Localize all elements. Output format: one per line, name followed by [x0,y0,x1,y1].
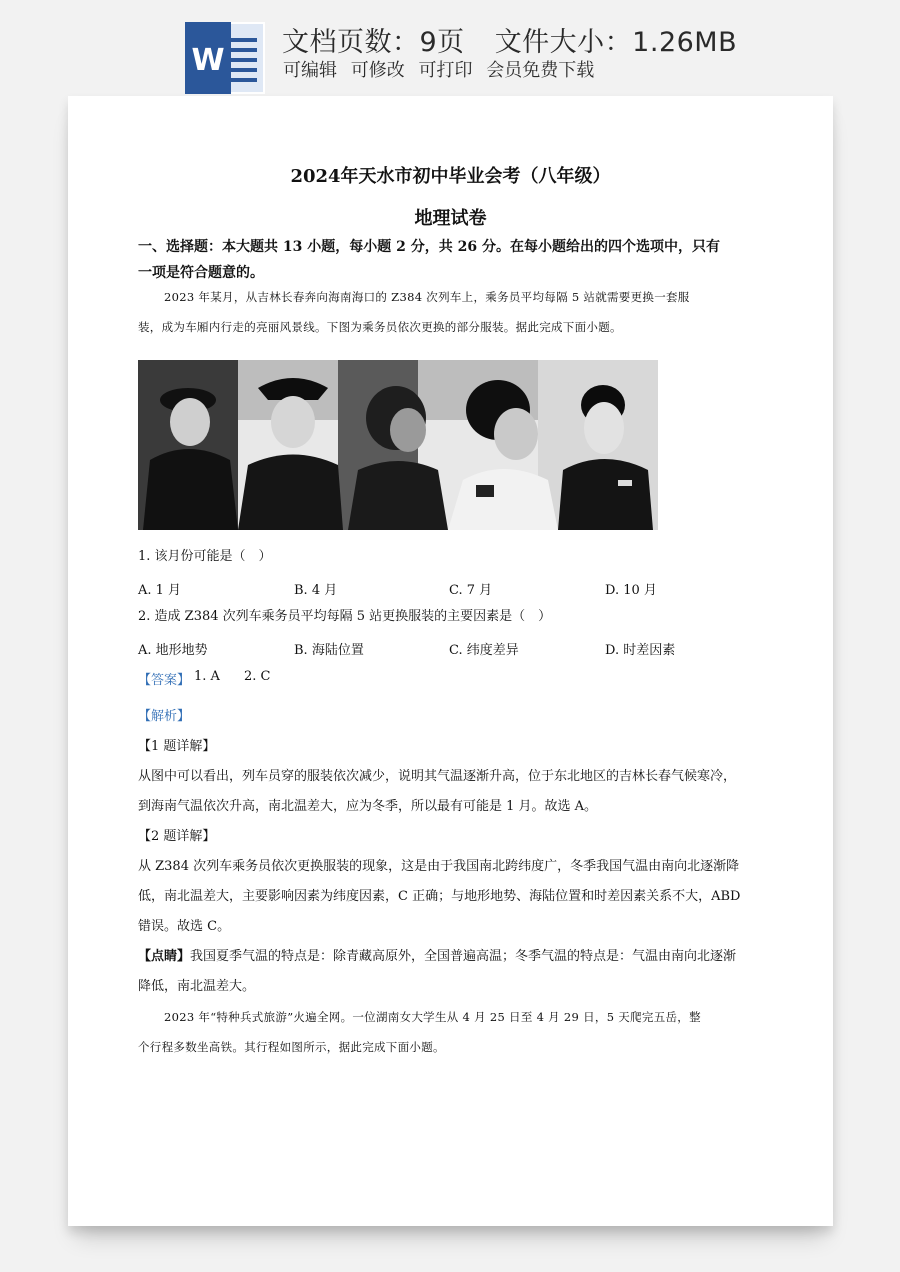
question-1: 1. 该月份可能是（ ） [138,549,272,564]
section-heading-line2: 一项是符合题意的。 [138,265,264,281]
tip-line1 [138,942,758,972]
detail2-line1: 从 Z384 次列车乘务员依次更换服装的现象，这是由于我国南北跨纬度广，冬季我国气温由南向北逐渐降 [138,859,740,874]
answer-1: 1. A [194,669,220,684]
tip-label: 【点睛】 [138,949,191,964]
q2-option-d: D. 时差因素 [605,643,676,658]
banner-title [282,20,737,59]
file-size: 文件大小：1.26MB [494,27,738,58]
tip-text-1: 我国夏季气温的特点是：除青藏高原外，全国普遍高温；冬季气温的特点是：气温由南向北逐渐 [190,949,737,964]
q2-option-c: C. 纬度差异 [449,643,519,658]
analysis-label: 【解析】 [138,709,191,724]
question-1-options [138,579,758,601]
detail-2-text [138,852,758,942]
tip-paragraph [138,942,758,1002]
tip-line2: 降低，南北温差大。 [138,979,256,994]
intro-paragraph-1 [138,282,758,342]
intro2-line1: 2023 年“特种兵式旅游”火遍全网。一位湖南女大学生从 4 月 25 日至 4 月 29 日，5 天爬完五岳，整 [164,1010,701,1024]
detail-1-text [138,762,758,822]
feature-modifiable: 可修改 [350,60,405,81]
exam-subtitle: 地理试卷 [414,208,487,229]
q1-option-c: C. 7 月 [449,583,493,598]
page-count: 文档页数：9页 [282,27,465,58]
detail1-line1: 从图中可以看出，列车员穿的服装依次减少，说明其气温逐渐升高，位于东北地区的吉林长春气候寒冷， [138,769,737,784]
q1-option-b: B. 4 月 [294,583,338,598]
attendants-photo [138,360,658,530]
word-document-icon [185,22,265,94]
document-page [68,96,833,1226]
feature-editable: 可编辑 [283,60,337,81]
exam-title: 2024年天水市初中毕业会考（八年级） [290,166,611,187]
svg-text:W: W [191,43,225,78]
q2-option-b: B. 海陆位置 [294,643,364,658]
intro2-line2: 个行程多数坐高铁。其行程如图所示，据此完成下面小题。 [138,1040,445,1054]
feature-printable: 可打印 [418,60,473,81]
answer-2: 2. C [244,669,271,684]
answer-label: 【答案】 [138,673,191,688]
intro1-line2: 装，成为车厢内行走的亮丽风景线。下图为乘务员依次更换的部分服装。据此完成下面小题。 [138,320,622,334]
question-2-options [138,639,758,661]
answer-line [138,669,758,691]
q2-option-a: A. 地形地势 [138,643,208,658]
detail2-line2: 低，南北温差大，主要影响因素为纬度因素，C 正确；与地形地势、海陆位置和时差因素关系不大，ABD [138,889,741,904]
q1-option-d: D. 10 月 [605,583,657,598]
detail-2-label: 【2 题详解】 [138,829,216,844]
feature-member-download: 会员免费下载 [486,60,595,81]
detail2-line3: 错误。故选 C。 [138,919,231,934]
intro1-line1: 2023 年某月，从吉林长春奔向海南海口的 Z384 次列车上，乘务员平均每隔 5 站就需要更换一套服 [164,290,690,304]
q1-option-a: A. 1 月 [138,583,182,598]
banner-features [283,56,602,82]
detail1-line2: 到海南气温依次升高，南北温差大，应为冬季，所以最有可能是 1 月。故选 A。 [138,799,598,814]
question-2: 2. 造成 Z384 次列车乘务员平均每隔 5 站更换服装的主要因素是（ ） [138,609,552,624]
intro-paragraph-2 [138,1002,758,1062]
download-banner [0,0,900,100]
detail-1-label: 【1 题详解】 [138,739,216,754]
section-heading-line1: 一、选择题：本大题共 13 小题，每小题 2 分，共 26 分。在每小题给出的四个选项中，只有 [138,239,720,255]
section-heading [138,232,758,288]
